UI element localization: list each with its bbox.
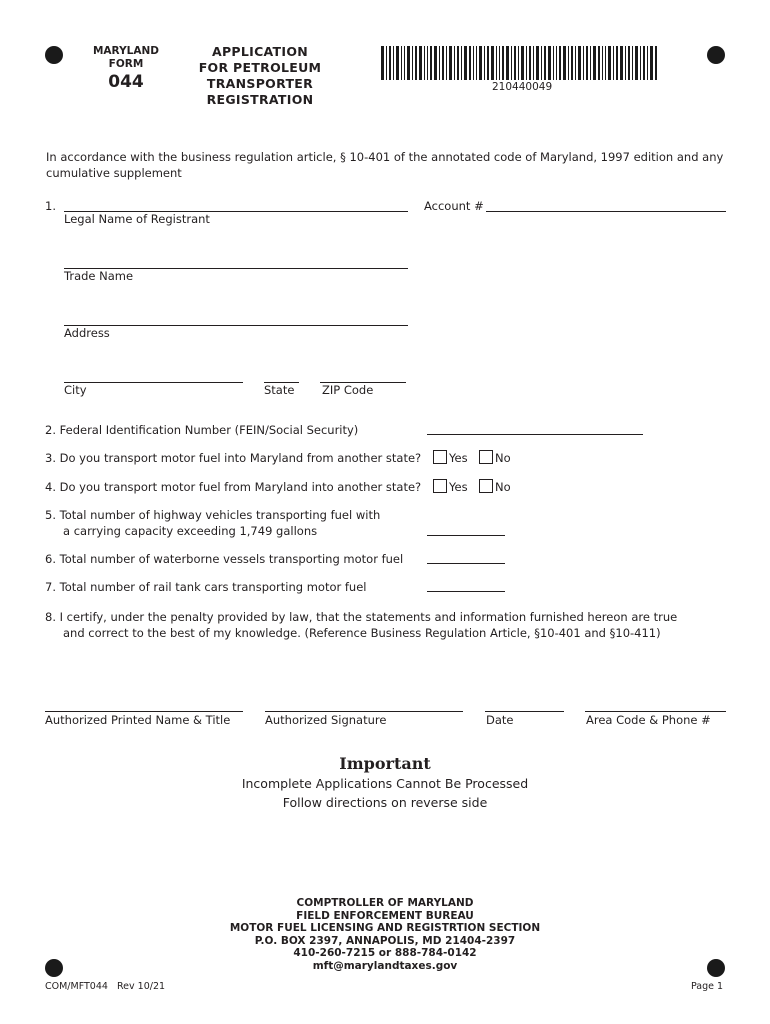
form-revision: COM/MFT044 Rev 10/21: [45, 981, 166, 992]
form-state: MARYLAND: [92, 45, 159, 57]
important-heading: Important: [339, 754, 431, 773]
important-line-1: Incomplete Applications Cannot Be Processed: [241, 776, 529, 791]
q4-yes-checkbox[interactable]: [433, 479, 447, 493]
item-1-number: 1.: [45, 199, 56, 213]
question-4-export: 4. Do you transport motor fuel from Maryland into another state?: [45, 480, 422, 494]
question-7-rail-tank-cars: 7. Total number of rail tank cars transporting motor fuel: [45, 580, 367, 594]
city-label: City: [64, 383, 87, 397]
form-label: FORM: [108, 58, 144, 70]
question-6-waterborne-vessels: 6. Total number of waterborne vessels transporting motor fuel: [45, 552, 404, 566]
agency-name: COMPTROLLER OF MARYLAND: [296, 897, 474, 909]
date-label: Date: [486, 713, 514, 727]
q3-no-checkbox[interactable]: [479, 450, 493, 464]
legal-name-label: Legal Name of Registrant: [64, 212, 210, 226]
signature-label: Authorized Signature: [265, 713, 387, 727]
zip-code-label: ZIP Code: [322, 383, 374, 397]
address-field[interactable]: [64, 325, 408, 326]
q4-no-label: No: [495, 480, 511, 494]
city-field[interactable]: [64, 382, 243, 383]
registration-mark-top-right: [707, 46, 725, 64]
form-number: 044: [108, 72, 144, 92]
q4-no-checkbox[interactable]: [479, 479, 493, 493]
form-title-line: APPLICATION: [211, 44, 309, 59]
q4-yes-label: Yes: [449, 480, 468, 494]
question-2-fein: 2. Federal Identification Number (FEIN/Social Security): [45, 423, 359, 437]
page-number: Page 1: [691, 981, 724, 992]
highway-vehicles-count-field[interactable]: [427, 535, 505, 536]
agency-bureau: FIELD ENFORCEMENT BUREAU: [296, 909, 474, 922]
account-label: Account #: [424, 199, 484, 213]
form-designation: [90, 45, 162, 93]
q3-no-label: No: [495, 451, 511, 465]
signature-field[interactable]: [265, 711, 463, 712]
trade-name-label: Trade Name: [64, 269, 134, 283]
q3-yes-checkbox[interactable]: [433, 450, 447, 464]
agency-email[interactable]: mft@marylandtaxes.gov: [312, 959, 458, 972]
address-label: Address: [64, 326, 110, 340]
registration-mark-top-left: [45, 46, 63, 64]
phone-field[interactable]: [585, 711, 726, 712]
account-number-field[interactable]: [486, 211, 726, 212]
form-title-line: TRANSPORTER: [206, 76, 314, 91]
agency-phone: 410-260-7215 or 888-784-0142: [293, 947, 477, 960]
waterborne-vessels-count-field[interactable]: [427, 563, 505, 564]
q3-yes-label: Yes: [449, 451, 468, 465]
intro-statement: In accordance with the business regulation article, § 10-401 of the annotated code of Maryland, 1997 edition and any cumulative supplement: [46, 150, 724, 180]
date-field[interactable]: [485, 711, 564, 712]
form-title-line: REGISTRATION: [206, 92, 314, 107]
barcode: [381, 46, 657, 80]
fein-field[interactable]: [427, 434, 643, 435]
phone-label: Area Code & Phone #: [586, 713, 711, 727]
state-label: State: [264, 383, 295, 397]
question-5-continued: a carrying capacity exceeding 1,749 gallons: [63, 524, 318, 538]
question-5-highway-vehicles: 5. Total number of highway vehicles transporting fuel with: [45, 508, 381, 522]
barcode-number: 210440049: [492, 81, 553, 93]
agency-po-box: P.O. BOX 2397, ANNAPOLIS, MD 21404-2397: [254, 934, 516, 947]
important-line-2: Follow directions on reverse side: [282, 795, 488, 810]
form-title-line: FOR PETROLEUM: [198, 60, 322, 75]
rail-tank-cars-count-field[interactable]: [427, 591, 505, 592]
agency-section: MOTOR FUEL LICENSING AND REGISTRTION SECTION: [229, 922, 541, 935]
question-8-certification: 8. I certify, under the penalty provided by law, that the statements and information furnished hereon are true: [45, 610, 678, 624]
agency-address: [0, 897, 770, 973]
printed-name-title-field[interactable]: [45, 711, 243, 712]
question-3-import: 3. Do you transport motor fuel into Maryland from another state?: [45, 451, 422, 465]
form-title: [180, 44, 340, 108]
question-8-continued: and correct to the best of my knowledge. (Reference Business Regulation Article, §10-401 and §10-411): [63, 626, 661, 640]
printed-name-title-label: Authorized Printed Name & Title: [45, 713, 231, 727]
